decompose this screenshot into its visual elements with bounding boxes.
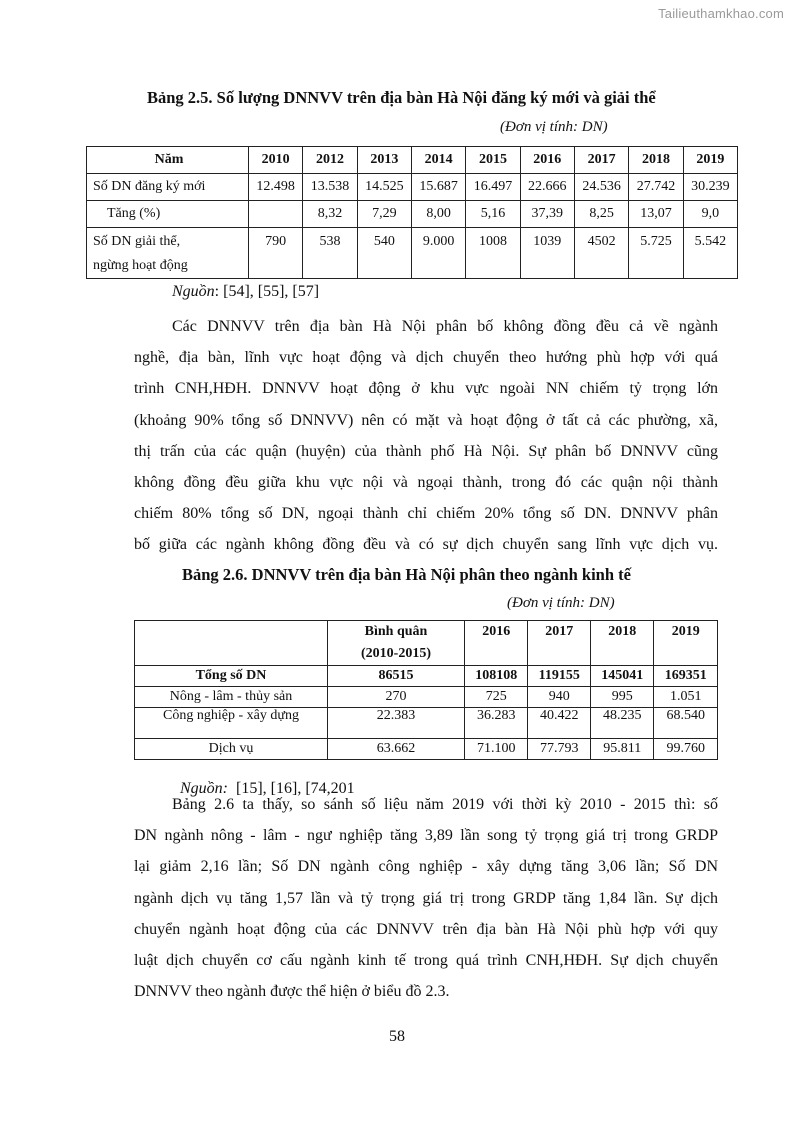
header-cell: 2014 bbox=[411, 147, 465, 174]
table-cell: 71.100 bbox=[465, 739, 528, 760]
header-cell bbox=[328, 621, 465, 666]
header-cell: 2012 bbox=[303, 147, 357, 174]
table-cell: 40.422 bbox=[528, 708, 591, 739]
table-cell: 24.536 bbox=[574, 174, 628, 201]
table-cell: 37,39 bbox=[520, 201, 574, 228]
table-cell: 7,29 bbox=[357, 201, 411, 228]
paragraph-line: Các DNNVV trên địa bàn Hà Nội phân bố không đồng đều cả về ngành bbox=[172, 318, 718, 335]
paragraph-line: nghề, địa bàn, lĩnh vực hoạt động và dịch chuyển theo hướng phù hợp với quá bbox=[134, 349, 718, 367]
table-cell: 13.538 bbox=[303, 174, 357, 201]
table-cell: 995 bbox=[590, 687, 653, 708]
table-cell: 68.540 bbox=[654, 708, 718, 739]
table2-unit: (Đơn vị tính: DN) bbox=[507, 595, 615, 611]
header-cell: 2019 bbox=[683, 147, 737, 174]
table-cell: 63.662 bbox=[328, 739, 465, 760]
row-label bbox=[87, 228, 249, 279]
table-cell: 9,0 bbox=[683, 201, 737, 228]
table-cell: 8,00 bbox=[411, 201, 465, 228]
row-label: Công nghiệp - xây dựng bbox=[135, 708, 328, 739]
table-row bbox=[87, 201, 738, 228]
table-cell: 86515 bbox=[328, 666, 465, 687]
paragraph-line: không đồng đều giữa khu vực nội và ngoại thành, trong đó các quận nội thành bbox=[134, 474, 718, 492]
table-cell: 95.811 bbox=[590, 739, 653, 760]
row-label: Tăng (%) bbox=[87, 201, 249, 228]
table-cell bbox=[249, 201, 303, 228]
table-cell: 30.239 bbox=[683, 174, 737, 201]
table-cell: 940 bbox=[528, 687, 591, 708]
paragraph-line: trình CNH,HĐH. DNNVV hoạt động ở khu vực ngoài NN chiếm tỷ trọng lớn bbox=[134, 380, 718, 398]
paragraph-line: lại giảm 2,16 lần; Số DN ngành công nghiệp - xây dựng tăng 3,06 lần; Số DN bbox=[134, 858, 718, 876]
header-cell: 2017 bbox=[528, 621, 591, 666]
paragraph-2 bbox=[134, 789, 718, 1007]
paragraph-line: (khoảng 90% tổng số DNNVV) nên có mặt và hoạt động ở tất cả các phường, xã, bbox=[134, 411, 718, 429]
paragraph-line: thị trấn của các quận (huyện) của thành phố Hà Nội. Sự phân bố DNNVV cũng bbox=[134, 442, 718, 460]
header-cell: 2010 bbox=[249, 147, 303, 174]
header-cell: 2016 bbox=[465, 621, 528, 666]
table-cell: 9.000 bbox=[411, 228, 465, 279]
table-cell: 108108 bbox=[465, 666, 528, 687]
header-line: (2010-2015) bbox=[361, 646, 431, 661]
source-label: Nguồn bbox=[172, 283, 215, 300]
table-2-5 bbox=[86, 146, 738, 279]
row-label: Tổng số DN bbox=[135, 666, 328, 687]
table-cell: 725 bbox=[465, 687, 528, 708]
paragraph-1 bbox=[134, 311, 718, 561]
table-row bbox=[87, 228, 738, 279]
table-cell: 15.687 bbox=[411, 174, 465, 201]
table-cell: 169351 bbox=[654, 666, 718, 687]
table-cell: 1.051 bbox=[654, 687, 718, 708]
table-cell: 16.497 bbox=[466, 174, 520, 201]
table-cell: 5.725 bbox=[629, 228, 683, 279]
table-cell: 8,32 bbox=[303, 201, 357, 228]
table-cell: 790 bbox=[249, 228, 303, 279]
paragraph-line: chiếm 80% tổng số DN, ngoại thành chỉ chiếm 20% tổng số DN. DNNVV phân bbox=[134, 505, 718, 523]
page-number: 58 bbox=[389, 1028, 405, 1045]
row-label: Dịch vụ bbox=[135, 739, 328, 760]
paragraph-line: DNNVV theo ngành được thể hiện ở biểu đồ 2.3. bbox=[134, 983, 450, 1001]
table1-unit: (Đơn vị tính: DN) bbox=[500, 119, 608, 135]
header-cell: 2018 bbox=[629, 147, 683, 174]
table-2-6 bbox=[134, 620, 718, 760]
paragraph-line: chuyển ngành hoạt động của các DNNVV trên địa bàn Hà Nội phù hợp với quy bbox=[134, 920, 718, 938]
paragraph-line: luật dịch chuyển cơ cấu ngành kinh tế trong quá trình CNH,HĐH. Sự dịch chuyển bbox=[134, 952, 718, 970]
table-cell: 1039 bbox=[520, 228, 574, 279]
header-line: Bình quân bbox=[364, 624, 428, 639]
table-cell: 540 bbox=[357, 228, 411, 279]
row-label-line: Số DN giải thể, bbox=[93, 234, 181, 249]
watermark: Tailieuthamkhao.com bbox=[658, 6, 784, 21]
row-label: Số DN đăng ký mới bbox=[87, 174, 249, 201]
header-cell: 2017 bbox=[574, 147, 628, 174]
header-cell: 2018 bbox=[590, 621, 653, 666]
table-cell: 8,25 bbox=[574, 201, 628, 228]
table-row bbox=[135, 687, 718, 708]
table-header-row bbox=[135, 621, 718, 666]
table1-source bbox=[172, 283, 319, 301]
table-cell: 270 bbox=[328, 687, 465, 708]
table-cell: 13,07 bbox=[629, 201, 683, 228]
table-cell: 119155 bbox=[528, 666, 591, 687]
header-cell bbox=[135, 621, 328, 666]
source-text: [15], [16], [74,201 bbox=[228, 780, 355, 797]
header-cell: 2016 bbox=[520, 147, 574, 174]
paragraph-line: DN ngành nông - lâm - ngư nghiệp tăng 3,89 lần song tỷ trọng giá trị trong GRDP bbox=[134, 827, 718, 845]
table-cell: 22.666 bbox=[520, 174, 574, 201]
table-cell: 77.793 bbox=[528, 739, 591, 760]
table-cell: 48.235 bbox=[590, 708, 653, 739]
table-header-row bbox=[87, 147, 738, 174]
header-cell: 2015 bbox=[466, 147, 520, 174]
table-row bbox=[135, 739, 718, 760]
row-label-line: ngừng hoạt động bbox=[93, 258, 188, 273]
table-cell: 36.283 bbox=[465, 708, 528, 739]
table1-caption: Bảng 2.5. Số lượng DNNVV trên địa bàn Hà Nội đăng ký mới và giải thể bbox=[147, 88, 656, 107]
table-row bbox=[87, 174, 738, 201]
table-cell: 4502 bbox=[574, 228, 628, 279]
header-cell: 2013 bbox=[357, 147, 411, 174]
table-row bbox=[135, 708, 718, 739]
table-cell: 12.498 bbox=[249, 174, 303, 201]
paragraph-line: ngành dịch vụ tăng 1,57 lần và tỷ trọng giá trị trong GRDP tăng 1,84 lần. Sự dịch bbox=[134, 889, 718, 907]
table-cell: 5,16 bbox=[466, 201, 520, 228]
table-cell: 1008 bbox=[466, 228, 520, 279]
header-cell: Năm bbox=[87, 147, 249, 174]
source-label: Nguồn: bbox=[180, 780, 228, 797]
table-cell: 22.383 bbox=[328, 708, 465, 739]
table-row bbox=[135, 666, 718, 687]
table-cell: 5.542 bbox=[683, 228, 737, 279]
source-text: : [54], [55], [57] bbox=[214, 283, 320, 300]
row-label: Nông - lâm - thủy sản bbox=[135, 687, 328, 708]
table-cell: 27.742 bbox=[629, 174, 683, 201]
header-cell: 2019 bbox=[654, 621, 718, 666]
table-cell: 99.760 bbox=[654, 739, 718, 760]
table-cell: 14.525 bbox=[357, 174, 411, 201]
table2-caption: Bảng 2.6. DNNVV trên địa bàn Hà Nội phân theo ngành kinh tế bbox=[182, 565, 631, 584]
table-cell: 538 bbox=[303, 228, 357, 279]
table-cell: 145041 bbox=[590, 666, 653, 687]
paragraph-line: bố giữa các ngành không đồng đều và có sự dịch chuyển sang lĩnh vực dịch vụ. bbox=[134, 536, 718, 554]
paragraph-line: Bảng 2.6 ta thấy, so sánh số liệu năm 2019 với thời kỳ 2010 - 2015 thì: số bbox=[172, 796, 718, 813]
